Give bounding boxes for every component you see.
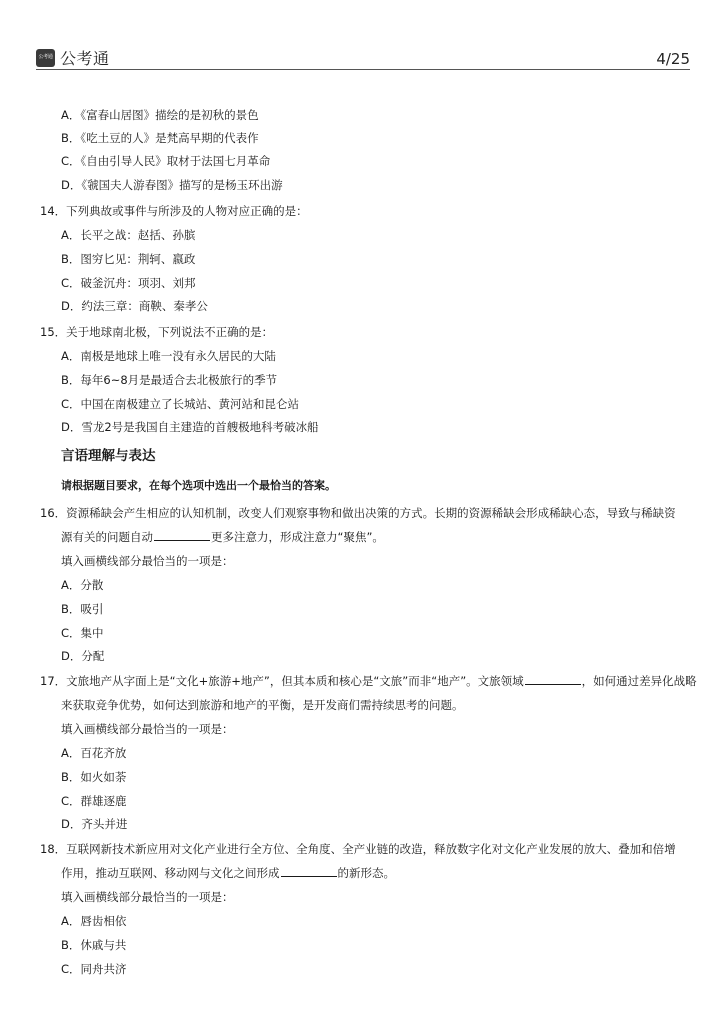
q18-prompt: 填入画横线部分最恰当的一项是： xyxy=(61,890,234,904)
q14-option-d: D．约法三章：商鞅、秦孝公 xyxy=(61,299,208,313)
answer-blank xyxy=(154,529,210,541)
q14-option-c: C．破釜沉舟：项羽、刘邦 xyxy=(61,276,196,290)
q16-stem-line2 xyxy=(61,529,384,545)
q13-option-c: C．《自由引导人民》取材于法国七月革命 xyxy=(61,154,271,168)
q17-stem-line2: 来获取竞争优势，如何达到旅游和地产的平衡，是开发商们需持续思考的问题。 xyxy=(61,698,464,712)
q17-option-b: B．如火如荼 xyxy=(61,770,127,784)
q16-stem-line1: 16．资源稀缺会产生相应的认知机制，改变人们观察事物和做出决策的方式。长期的资源稀缺会形成稀缺心态，导致与稀缺资 xyxy=(40,506,676,520)
q18-option-c: C．同舟共济 xyxy=(61,962,127,976)
page-number: 4/25 xyxy=(656,50,690,68)
q17-text-b: ，如何通过差异化战略 xyxy=(581,674,697,688)
q17-text-a: 17．文旅地产从字面上是“文化+旅游+地产”，但其本质和核心是“文旅”而非“地产”。文旅领域 xyxy=(40,674,524,688)
logo-badge-icon: 公考通 xyxy=(36,49,55,67)
q15-stem: 15．关于地球南北极，下列说法不正确的是： xyxy=(40,325,274,339)
q13-option-d: D．《虢国夫人游春图》描写的是杨玉环出游 xyxy=(61,178,283,192)
q18-text-b: 的新形态。 xyxy=(337,866,395,880)
q18-text-a: 作用，推动互联网、移动网与文化之间形成 xyxy=(61,866,280,880)
q16-text-a: 源有关的问题自动 xyxy=(61,530,153,544)
q15-option-a: A．南极是地球上唯一没有永久居民的大陆 xyxy=(61,349,276,363)
q13-option-b: B．《吃土豆的人》是梵高早期的代表作 xyxy=(61,131,259,145)
q17-prompt: 填入画横线部分最恰当的一项是： xyxy=(61,722,234,736)
answer-blank xyxy=(525,673,581,685)
q15-option-d: D．雪龙2号是我国自主建造的首艘极地科考破冰船 xyxy=(61,420,319,434)
q15-option-c: C．中国在南极建立了长城站、黄河站和昆仑站 xyxy=(61,397,300,411)
q16-option-d: D．分配 xyxy=(61,649,105,663)
q13-option-a: A．《富春山居图》描绘的是初秋的景色 xyxy=(61,108,259,122)
q14-stem: 14．下列典故或事件与所涉及的人物对应正确的是： xyxy=(40,204,308,218)
logo-text: 公考通 xyxy=(60,49,110,68)
q14-option-b: B．图穷匕见：荆轲、嬴政 xyxy=(61,252,196,266)
header-divider xyxy=(36,69,690,70)
q18-option-b: B．休戚与共 xyxy=(61,938,127,952)
q16-prompt: 填入画横线部分最恰当的一项是： xyxy=(61,554,234,568)
q18-stem-line2 xyxy=(61,865,395,881)
q14-option-a: A．长平之战：赵括、孙膑 xyxy=(61,228,196,242)
q16-option-b: B．吸引 xyxy=(61,602,104,616)
q17-stem-line1 xyxy=(40,673,697,689)
q18-option-a: A．唇齿相依 xyxy=(61,914,127,928)
section-instruction: 请根据题目要求，在每个选项中选出一个最恰当的答案。 xyxy=(61,479,336,492)
q17-option-a: A．百花齐放 xyxy=(61,746,127,760)
q17-option-c: C．群雄逐鹿 xyxy=(61,794,127,808)
q16-option-c: C．集中 xyxy=(61,626,104,640)
q18-stem-line1: 18．互联网新技术新应用对文化产业进行全方位、全角度、全产业链的改造，释放数字化对文化产业发展的放大、叠加和倍增 xyxy=(40,842,676,856)
q16-option-a: A．分散 xyxy=(61,578,104,592)
q15-option-b: B．每年6~8月是最适合去北极旅行的季节 xyxy=(61,373,278,387)
logo xyxy=(36,46,110,69)
q16-text-b: 更多注意力，形成注意力“聚焦”。 xyxy=(211,530,384,544)
section-title: 言语理解与表达 xyxy=(61,448,156,464)
page-header xyxy=(36,44,690,70)
q17-option-d: D．齐头并进 xyxy=(61,817,128,831)
answer-blank xyxy=(281,865,337,877)
